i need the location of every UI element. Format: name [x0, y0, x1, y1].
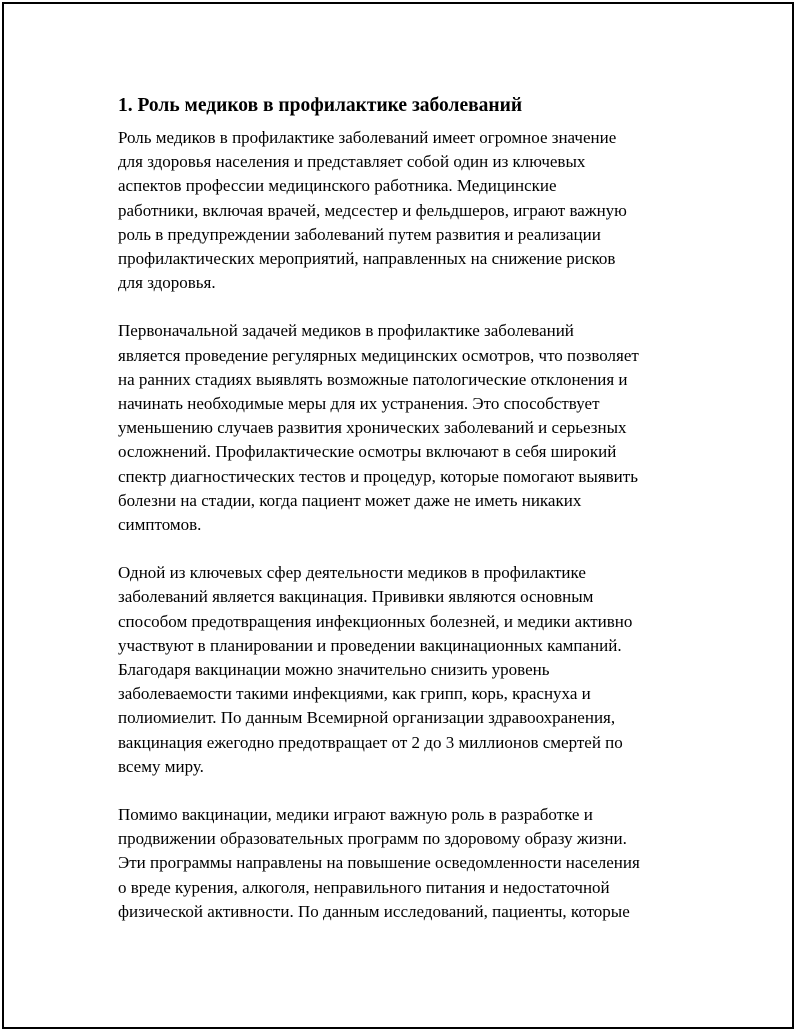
paragraph-line: осложнений. Профилактические осмотры включают в себя широкий — [118, 442, 617, 462]
paragraph-line: работники, включая врачей, медсестер и фельдшеров, играют важную — [118, 200, 627, 220]
paragraph-1 — [118, 126, 693, 295]
paragraph-line: способом предотвращения инфекционных болезней, и медики активно — [118, 611, 633, 631]
paragraph-line: Благодаря вакцинации можно значительно снизить уровень — [118, 660, 550, 680]
paragraph-line: для здоровья населения и представляет собой один из ключевых — [118, 152, 586, 172]
paragraph-line: начинать необходимые меры для их устранения. Это способствует — [118, 394, 600, 414]
paragraph-line: аспектов профессии медицинского работника. Медицинские — [118, 176, 557, 196]
paragraph-line: физической активности. По данным исследований, пациенты, которые — [118, 901, 630, 921]
paragraph-4 — [118, 803, 693, 924]
paragraph-line: заболеваний является вакцинация. Прививки являются основным — [118, 587, 594, 607]
paragraph-line: Одной из ключевых сфер деятельности медиков в профилактике — [118, 563, 586, 583]
paragraph-line: спектр диагностических тестов и процедур, которые помогают выявить — [118, 466, 638, 486]
paragraph-line: заболеваемости такими инфекциями, как грипп, корь, краснуха и — [118, 684, 591, 704]
paragraph-line: на ранних стадиях выявлять возможные патологические отклонения и — [118, 369, 628, 389]
section-heading: 1. Роль медиков в профилактике заболеваний — [118, 95, 523, 116]
paragraph-line: продвижении образовательных программ по здоровому образу жизни. — [118, 829, 627, 849]
paragraph-line: роль в предупреждении заболеваний путем развития и реализации — [118, 224, 601, 244]
paragraph-line: профилактических мероприятий, направленных на снижение рисков — [118, 249, 616, 269]
paragraph-line: является проведение регулярных медицинских осмотров, что позволяет — [118, 345, 639, 365]
paragraph-line: для здоровья. — [118, 273, 216, 293]
paragraph-line: участвуют в планировании и проведении вакцинационных кампаний. — [118, 635, 622, 655]
paragraph-line: вакцинация ежегодно предотвращает от 2 до 3 миллионов смертей по — [118, 732, 623, 752]
paragraph-2 — [118, 319, 693, 537]
paragraph-line: Роль медиков в профилактике заболеваний имеет огромное значение — [118, 128, 617, 147]
paragraph-line: о вреде курения, алкоголя, неправильного питания и недостаточной — [118, 877, 610, 897]
paragraph-line: болезни на стадии, когда пациент может даже не иметь никаких — [118, 490, 582, 510]
paragraph-line: уменьшению случаев развития хронических заболеваний и серьезных — [118, 418, 627, 438]
document-body — [118, 92, 693, 948]
paragraph-3 — [118, 561, 693, 779]
paragraph-line: полиомиелит. По данным Всемирной организации здравоохранения, — [118, 708, 616, 728]
paragraph-line: Помимо вакцинации, медики играют важную роль в разработке и — [118, 805, 593, 825]
paragraph-line: симптомов. — [118, 515, 202, 535]
paragraph-line: Эти программы направлены на повышение осведомленности населения — [118, 853, 640, 873]
paragraph-line: Первоначальной задачей медиков в профилактике заболеваний — [118, 321, 574, 341]
paragraph-line: всему миру. — [118, 756, 204, 776]
